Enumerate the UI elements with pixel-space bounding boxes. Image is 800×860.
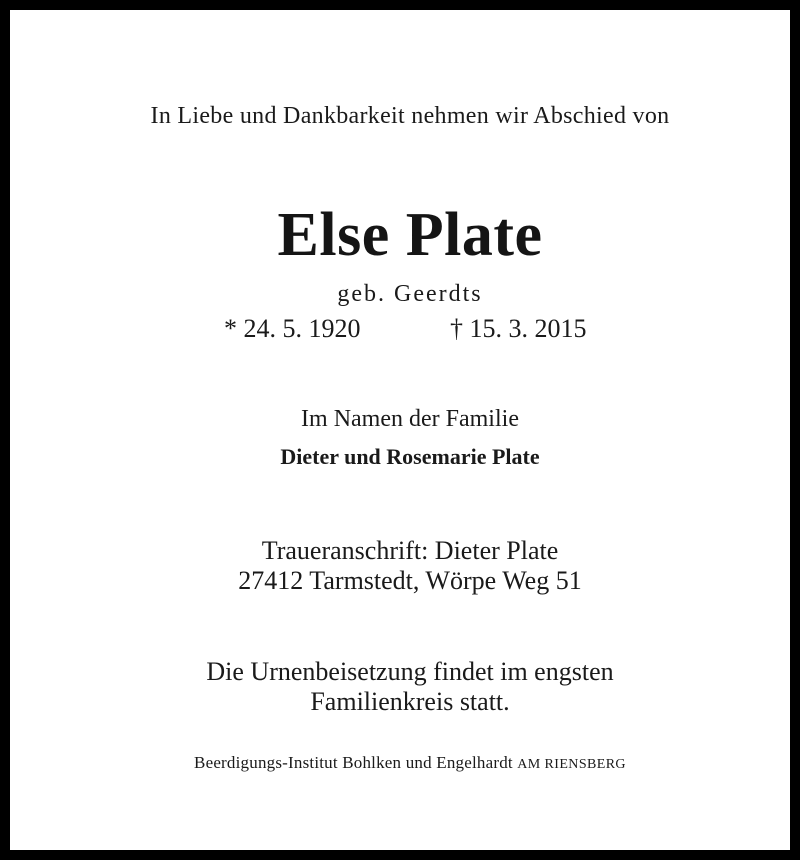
deceased-name: Else Plate: [277, 201, 543, 269]
burial-notice-line-1: Die Urnenbeisetzung findet im engsten: [206, 657, 614, 686]
family-names: Dieter und Rosemarie Plate: [280, 444, 540, 469]
birth-name: geb. Geerdts: [337, 281, 483, 307]
undertaker-credit: [20, 753, 800, 773]
family-intro: Im Namen der Familie: [301, 406, 519, 432]
death-date: † 15. 3. 2015: [450, 314, 587, 343]
intro-text: In Liebe und Dankbarkeit nehmen wir Abschied von: [150, 103, 670, 129]
birth-date: * 24. 5. 1920: [224, 314, 361, 343]
mourning-address-line-2: 27412 Tarmstedt, Wörpe Weg 51: [238, 566, 582, 595]
mourning-address-line-1: Traueranschrift: Dieter Plate: [261, 536, 559, 565]
burial-notice-line-2: Familienkreis statt.: [310, 687, 510, 716]
undertaker-location: AM RIENSBERG: [517, 757, 626, 772]
undertaker-name: Beerdigungs-Institut Bohlken und Engelhardt: [194, 753, 513, 772]
